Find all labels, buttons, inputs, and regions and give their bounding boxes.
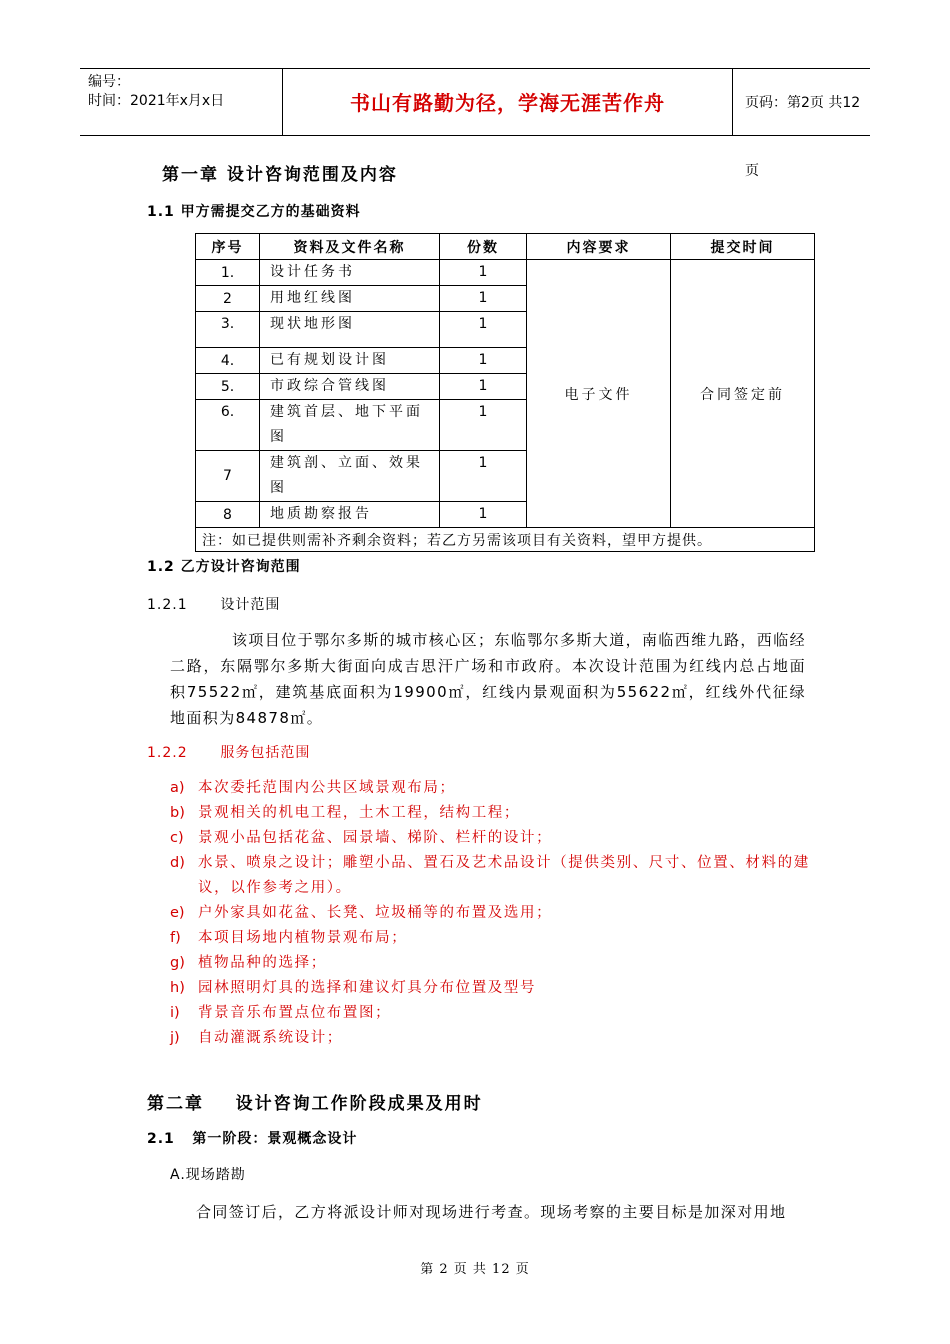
row-count: 1	[440, 286, 527, 312]
row-name: 已有规划设计图	[260, 348, 440, 374]
list-item	[170, 976, 810, 1001]
list-item-text: 本次委托范围内公共区域景观布局；	[198, 780, 456, 796]
list-item	[170, 901, 810, 926]
table-row	[196, 260, 815, 286]
section-1-2-2-heading: 1.2.2 服务包括范围	[147, 745, 311, 761]
chapter1-title: 第一章 设计咨询范围及内容	[162, 165, 398, 185]
list-item	[170, 826, 810, 851]
row-no: 6.	[196, 400, 260, 451]
col-header-no: 序号	[196, 234, 260, 260]
list-item-label: h)	[170, 980, 185, 996]
table-note: 注：如已提供则需补齐剩余资料；若乙方另需该项目有关资料，望甲方提供。	[196, 528, 815, 552]
row-count: 1	[440, 502, 527, 528]
col-header-time: 提交时间	[671, 234, 815, 260]
content-requirement-cell: 电子文件	[527, 260, 671, 528]
list-item	[170, 951, 810, 976]
row-name: 现状地形图	[260, 312, 440, 348]
row-count: 1	[440, 260, 527, 286]
list-item-text: 景观小品包括花盆、园景墙、梯阶、栏杆的设计；	[198, 830, 553, 846]
row-no: 4.	[196, 348, 260, 374]
list-item-text: 水景、喷泉之设计；雕塑小品、置石及艺术品设计（提供类别、尺寸、位置、材料的建议，以作参考之用）。	[198, 855, 810, 896]
list-item-text: 户外家具如花盆、长凳、垃圾桶等的布置及选用；	[198, 905, 553, 921]
list-item-label: c)	[170, 830, 184, 846]
section-1-1-heading: 1.1 甲方需提交乙方的基础资料	[147, 204, 361, 220]
header-meta	[80, 69, 283, 135]
list-item-label: b)	[170, 805, 185, 821]
list-item-label: a)	[170, 780, 185, 796]
row-count: 1	[440, 348, 527, 374]
row-name: 建筑剖、立面、效果图	[260, 451, 440, 502]
col-header-name: 资料及文件名称	[260, 234, 440, 260]
section-2-1-heading: 2.1 第一阶段：景观概念设计	[147, 1131, 358, 1147]
row-no: 2	[196, 286, 260, 312]
submit-time-cell: 合同签定前	[671, 260, 815, 528]
row-no: 3.	[196, 312, 260, 348]
site-visit-paragraph: 合同签订后，乙方将派设计师对现场进行考查。现场考察的主要目标是加深对用地	[196, 1203, 787, 1221]
row-name: 地质勘察报告	[260, 502, 440, 528]
row-no: 5.	[196, 374, 260, 400]
row-no: 1.	[196, 260, 260, 286]
page-footer: 第 2 页 共 12 页	[420, 1262, 530, 1277]
table-header-row	[196, 234, 815, 260]
list-item-text: 背景音乐布置点位布置图；	[198, 1005, 392, 1021]
list-item	[170, 851, 810, 901]
services-list	[170, 776, 810, 1051]
row-count: 1	[440, 374, 527, 400]
col-header-count: 份数	[440, 234, 527, 260]
table-note-row	[196, 528, 815, 552]
list-item	[170, 776, 810, 801]
row-no: 8	[196, 502, 260, 528]
row-count: 1	[440, 312, 527, 348]
list-item	[170, 926, 810, 951]
row-no: 7	[196, 451, 260, 502]
row-name: 设计任务书	[260, 260, 440, 286]
list-item-text: 本项目场地内植物景观布局；	[198, 930, 408, 946]
row-name: 市政综合管线图	[260, 374, 440, 400]
row-count: 1	[440, 400, 527, 451]
scope-paragraph: 该项目位于鄂尔多斯的城市核心区；东临鄂尔多斯大道，南临西维九路，西临经二路，东隔鄂尔多斯大街面向成吉思汗广场和市政府。本次设计范围为红线内总占地面积75522㎡，建筑基底面积为19900㎡，红线内景观面积为55622㎡，红线外代征绿地面积为84878㎡。	[170, 631, 807, 727]
col-header-content: 内容要求	[527, 234, 671, 260]
list-item-text: 园林照明灯具的选择和建议灯具分布位置及型号	[198, 980, 537, 996]
list-item-text: 景观相关的机电工程，土木工程，结构工程；	[198, 805, 520, 821]
chapter2-title: 第二章 设计咨询工作阶段成果及用时	[147, 1094, 483, 1114]
list-item-label: j)	[170, 1030, 180, 1046]
header-motto: 书山有路勤为径，学海无涯苦作舟	[283, 69, 733, 135]
list-item	[170, 1026, 810, 1051]
materials-table	[195, 233, 815, 552]
list-item-label: i)	[170, 1005, 180, 1021]
list-item	[170, 1001, 810, 1026]
row-count: 1	[440, 451, 527, 502]
section-1-2-heading: 1.2 乙方设计咨询范围	[147, 559, 301, 575]
header-page-label: 页码：第2页 共12页	[745, 95, 861, 179]
row-name: 用地红线图	[260, 286, 440, 312]
list-item	[170, 801, 810, 826]
list-item-label: f)	[170, 930, 181, 946]
list-item-text: 自动灌溉系统设计；	[198, 1030, 343, 1046]
list-item-label: d)	[170, 855, 185, 871]
code-label: 编号：	[88, 74, 130, 90]
list-item-label: e)	[170, 905, 185, 921]
list-item-label: g)	[170, 955, 185, 971]
row-name: 建筑首层、地下平面图	[260, 400, 440, 451]
list-item-text: 植物品种的选择；	[198, 955, 327, 971]
time-label: 时间：2021年x月x日	[88, 93, 225, 109]
section-1-2-1-heading: 1.2.1 设计范围	[147, 597, 281, 613]
subsection-a-heading: A.现场踏勘	[170, 1167, 246, 1183]
